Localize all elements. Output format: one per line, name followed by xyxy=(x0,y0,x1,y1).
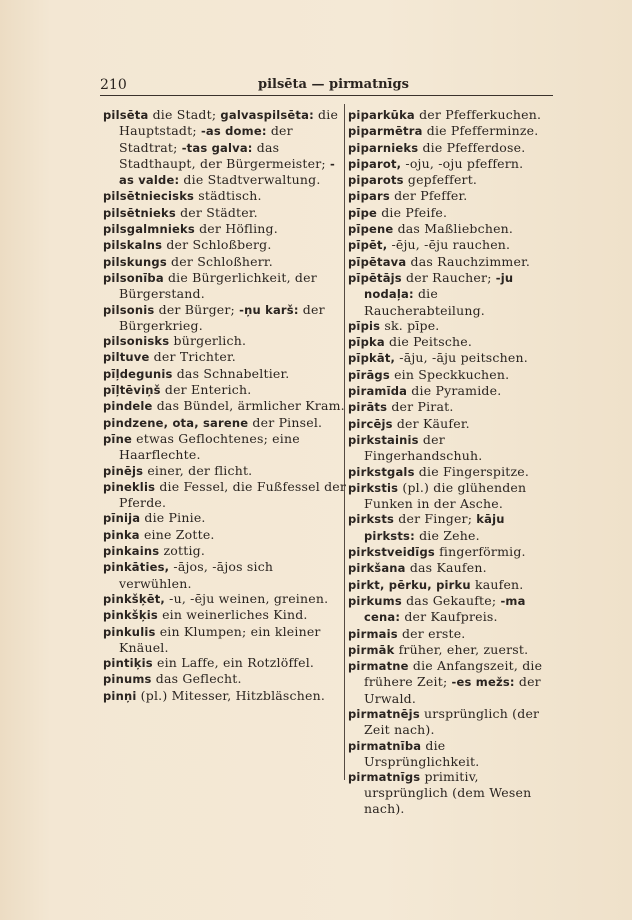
dictionary-entry xyxy=(348,464,558,480)
entry-definition: -oju, -oju pfeffern. xyxy=(401,155,524,171)
entry-definition: -āju, -āju peitschen. xyxy=(395,350,528,366)
entry-headword: pīpe xyxy=(348,205,378,220)
entry-headword: pilsētniecisks xyxy=(103,189,195,204)
entry-headword: pirmatnība xyxy=(348,738,422,753)
entry-definition: städtisch. xyxy=(194,188,262,204)
dictionary-entry xyxy=(103,463,347,479)
entry-headword: pilsēta xyxy=(103,108,149,122)
dictionary-entry xyxy=(348,511,558,544)
dictionary-entry xyxy=(348,205,558,221)
entry-headword: -es mežs: xyxy=(451,675,515,690)
dictionary-entry xyxy=(348,544,558,560)
dictionary-entry xyxy=(348,626,558,642)
dictionary-entry xyxy=(103,221,347,237)
entry-definition: ein Klumpen; ein kleiner Knäuel. xyxy=(119,623,321,655)
entry-headword: pīpēt, xyxy=(348,238,388,253)
entry-definition: ursprünglich (der Zeit nach). xyxy=(364,705,540,738)
entry-definition: der Schloßherr. xyxy=(166,253,273,269)
entry-definition: die Anfangszeit, die frühere Zeit; xyxy=(364,658,543,690)
dictionary-entry xyxy=(348,593,558,626)
entry-definition: eine Zotte. xyxy=(139,526,215,542)
entry-headword: pinka xyxy=(103,527,140,542)
entry-definition: (pl.) die glühenden Funken in der Asche. xyxy=(364,479,527,512)
entry-definition: einer, der flicht. xyxy=(143,462,253,478)
dictionary-entry xyxy=(103,688,347,704)
entry-headword: pinkšķis xyxy=(103,608,158,623)
entry-definition: das Geflecht. xyxy=(151,671,242,687)
entry-definition: ein weinerliches Kind. xyxy=(157,607,308,623)
entry-definition: die Pyramide. xyxy=(407,383,502,399)
entry-definition: der Raucher; xyxy=(401,269,496,285)
dictionary-entry xyxy=(103,270,347,302)
dictionary-entry xyxy=(348,769,558,816)
entry-definition: die Stadtverwaltung. xyxy=(179,172,321,188)
dictionary-entry xyxy=(348,642,558,658)
entry-definition: das Kaufen. xyxy=(405,560,487,576)
dictionary-entry xyxy=(348,560,558,576)
entry-definition: ein Laffe, ein Rotzlöffel. xyxy=(152,655,315,671)
dictionary-entry xyxy=(348,658,558,706)
entry-headword: pineklis xyxy=(103,479,156,494)
entry-headword: pintiķis xyxy=(103,656,153,671)
entry-headword: pilskungs xyxy=(103,254,167,269)
entry-definition: die Pfeife. xyxy=(377,204,448,220)
entry-definition: die Pfefferminze. xyxy=(422,123,539,139)
entry-headword: pīnija xyxy=(103,511,141,526)
dictionary-entry xyxy=(103,671,347,687)
entry-headword: piparots xyxy=(348,173,404,188)
dictionary-entry xyxy=(348,237,558,253)
dictionary-entry xyxy=(103,349,347,365)
entry-headword: pīrāgs xyxy=(348,367,390,382)
dictionary-entry xyxy=(348,188,558,204)
entry-definition: der Pfeffer. xyxy=(389,188,468,204)
entry-definition: das Stadthaupt, der Bürgermeister; xyxy=(119,139,330,171)
entry-headword: pīpka xyxy=(348,335,385,350)
entry-definition: sk. pīpe. xyxy=(380,317,440,333)
entry-headword: -ņu karš: xyxy=(239,302,299,317)
dictionary-entry xyxy=(103,382,347,398)
entry-definition: -ēju, -ēju rauchen. xyxy=(387,237,511,253)
dictionary-entry xyxy=(103,559,347,591)
dictionary-entry xyxy=(348,577,558,593)
entry-headword: pilskalns xyxy=(103,238,163,253)
entry-definition: gepfeffert. xyxy=(403,172,478,188)
entry-definition: der Schloßberg. xyxy=(162,237,272,253)
entry-definition: fingerförmig. xyxy=(434,544,526,560)
entry-headword: pirkt, pērku, pirku xyxy=(348,577,471,592)
entry-headword: pirkstainis xyxy=(348,432,419,447)
entry-definition: bürgerlich. xyxy=(169,333,247,349)
entry-headword: pilsētnieks xyxy=(103,205,176,220)
entry-definition: die Fessel, die Fußfessel der Pferde. xyxy=(119,478,347,511)
dictionary-entry xyxy=(348,318,558,334)
entry-definition: die Fingerspitze. xyxy=(414,463,530,479)
entry-headword: piramīda xyxy=(348,384,408,399)
entry-definition: der Höfling. xyxy=(194,221,278,237)
dictionary-entry xyxy=(103,188,347,204)
dictionary-entry xyxy=(348,140,558,156)
entry-headword: pirkstgals xyxy=(348,464,415,479)
entry-headword: -as dome: xyxy=(200,124,267,139)
entry-headword: pirkstis xyxy=(348,480,399,495)
dictionary-entry xyxy=(103,607,347,623)
entry-definition: (pl.) Mitesser, Hitzbläschen. xyxy=(136,687,326,703)
dictionary-entry xyxy=(103,333,347,349)
dictionary-entry xyxy=(348,172,558,188)
entry-definition: der Finger; xyxy=(394,511,477,527)
entry-headword: pilsgalmnieks xyxy=(103,222,195,237)
entry-definition: das Gekaufte; xyxy=(401,592,501,608)
entry-headword: pīpētājs xyxy=(348,270,402,285)
entry-definition: kaufen. xyxy=(470,576,524,592)
entry-headword: piparot, xyxy=(348,156,402,171)
dictionary-entry xyxy=(103,591,347,607)
dictionary-entry xyxy=(348,480,558,512)
entry-headword: pirāts xyxy=(348,400,388,415)
entry-headword: pinkains xyxy=(103,544,160,559)
dictionary-entry xyxy=(103,302,347,334)
entry-definition: der Stadtrat; xyxy=(119,123,293,155)
dictionary-entry xyxy=(348,367,558,383)
entry-headword: pīpis xyxy=(348,318,381,333)
entry-headword: -as valde: xyxy=(119,156,335,188)
entry-headword: pirmatnīgs xyxy=(348,770,421,785)
entry-definition: die Peitsche. xyxy=(384,334,473,350)
entry-definition: -ājos, -ājos sich verwühlen. xyxy=(119,559,274,591)
entry-headword: pinējs xyxy=(103,463,144,478)
dictionary-entry xyxy=(103,254,347,270)
entry-headword: pindele xyxy=(103,399,153,414)
entry-definition: der Urwald. xyxy=(364,674,541,706)
dictionary-entry xyxy=(103,510,347,526)
dictionary-entry xyxy=(103,479,347,511)
dictionary-entry xyxy=(103,655,347,671)
dictionary-entry xyxy=(103,398,347,414)
entry-definition: die Stadt; xyxy=(148,107,221,122)
dictionary-entry xyxy=(348,706,558,738)
dictionary-entry xyxy=(348,383,558,399)
entry-definition: die Raucherabteilung. xyxy=(364,286,485,318)
entry-headword: -ju nodaļa: xyxy=(364,270,514,302)
dictionary-entry xyxy=(348,254,558,270)
right-column xyxy=(348,107,558,816)
page-number: 210 xyxy=(100,77,127,93)
dictionary-entry xyxy=(103,415,347,431)
dictionary-entry xyxy=(348,270,558,318)
entry-headword: pilsonis xyxy=(103,302,155,317)
entry-definition: die Bürgerlichkeit, der Bürgerstand. xyxy=(119,269,317,302)
entry-headword: pinums xyxy=(103,672,152,687)
dictionary-entry xyxy=(348,738,558,770)
entry-definition: zottig. xyxy=(159,543,206,559)
dictionary-entry xyxy=(103,543,347,559)
left-column xyxy=(103,107,347,704)
dictionary-entry xyxy=(348,221,558,237)
entry-headword: piparkūka xyxy=(348,108,415,122)
entry-headword: -ma cena: xyxy=(364,593,526,625)
entry-definition: der erste. xyxy=(397,625,466,641)
dictionary-entry xyxy=(103,366,347,382)
entry-headword: pinkšķēt, xyxy=(103,591,165,606)
dictionary-entry xyxy=(103,527,347,543)
entry-definition: die Zehe. xyxy=(414,527,480,543)
entry-headword: pilsonība xyxy=(103,270,164,285)
entry-headword: pinkulis xyxy=(103,624,156,639)
entry-definition: die Ursprünglichkeit. xyxy=(364,737,480,769)
entry-definition: das Rauchzimmer. xyxy=(406,253,531,269)
entry-definition: etwas Geflochtenes; eine Haarflechte. xyxy=(119,430,300,463)
entry-headword: pīļtēviņš xyxy=(103,383,161,398)
entry-definition: der Pirat. xyxy=(387,399,454,415)
entry-headword: pinkāties, xyxy=(103,560,170,575)
entry-headword: pirmais xyxy=(348,626,398,641)
entry-definition: der Pinsel. xyxy=(248,414,323,430)
dictionary-entry xyxy=(103,107,347,188)
entry-headword: pirmatnējs xyxy=(348,706,420,721)
entry-headword: pirkšana xyxy=(348,561,406,576)
entry-headword: pindzene, ota, sarene xyxy=(103,415,249,430)
entry-headword: pirkums xyxy=(348,593,402,608)
entry-definition: der Käufer. xyxy=(392,415,470,431)
entry-definition: -u, -ēju weinen, greinen. xyxy=(164,590,329,606)
entry-headword: kāju pirksts: xyxy=(364,512,505,543)
page-header xyxy=(100,75,553,96)
entry-headword: pircējs xyxy=(348,416,393,431)
dictionary-entry xyxy=(348,350,558,366)
entry-headword: pilsonisks xyxy=(103,334,170,349)
dictionary-entry xyxy=(348,432,558,464)
dictionary-entry xyxy=(348,156,558,172)
entry-headword: pirkstveidīgs xyxy=(348,545,435,560)
entry-definition: früher, eher, zuerst. xyxy=(394,641,529,657)
entry-definition: der Enterich. xyxy=(160,382,252,398)
entry-headword: pirmāk xyxy=(348,642,395,657)
entry-definition: die Hauptstadt; xyxy=(119,107,339,139)
running-head: pilsēta — pirmatnīgs xyxy=(258,77,409,92)
entry-definition: die Pinie. xyxy=(140,510,206,526)
entry-headword: pīpene xyxy=(348,222,394,237)
entry-definition: das Maßliebchen. xyxy=(393,221,514,237)
dictionary-entry xyxy=(103,624,347,656)
entry-headword: pīne xyxy=(103,431,132,446)
entry-headword: pīļdegunis xyxy=(103,366,173,381)
entry-definition: der Kaufpreis. xyxy=(400,609,498,625)
entry-definition: der Bürger; xyxy=(154,301,240,317)
entry-headword: piparnieks xyxy=(348,140,419,155)
entry-definition: der Bürgerkrieg. xyxy=(119,301,325,333)
dictionary-entry xyxy=(103,431,347,463)
entry-definition: das Bündel, ärmlicher Kram. xyxy=(152,398,345,414)
dictionary-entry xyxy=(103,205,347,221)
entry-headword: piltuve xyxy=(103,350,150,365)
entry-definition: ein Speckkuchen. xyxy=(389,366,510,382)
entry-definition: der Fingerhandschuh. xyxy=(364,431,483,464)
dictionary-entry xyxy=(348,334,558,350)
entry-definition: die Pfefferdose. xyxy=(418,139,526,155)
dictionary-entry xyxy=(103,237,347,253)
entry-headword: pirmatne xyxy=(348,659,409,674)
dictionary-entry xyxy=(348,107,558,123)
entry-definition: der Trichter. xyxy=(149,349,236,365)
entry-definition: das Schnabeltier. xyxy=(172,365,290,381)
entry-headword: pirksts xyxy=(348,512,395,527)
dictionary-entry xyxy=(348,399,558,415)
entry-definition: der Städter. xyxy=(175,204,258,220)
dictionary-entry xyxy=(348,416,558,432)
entry-headword: -tas galva: xyxy=(181,140,253,155)
entry-headword: piparmētra xyxy=(348,124,423,139)
entry-headword: pinņi xyxy=(103,688,137,703)
entry-definition: der Pfefferkuchen. xyxy=(414,107,542,122)
entry-headword: galvaspilsēta: xyxy=(220,108,314,122)
entry-headword: pīpkāt, xyxy=(348,351,396,366)
dictionary-entry xyxy=(348,123,558,139)
entry-definition: primitiv, ursprünglich (dem Wesen nach). xyxy=(364,769,532,816)
entry-headword: pīpētava xyxy=(348,254,407,269)
entry-headword: pipars xyxy=(348,189,390,204)
